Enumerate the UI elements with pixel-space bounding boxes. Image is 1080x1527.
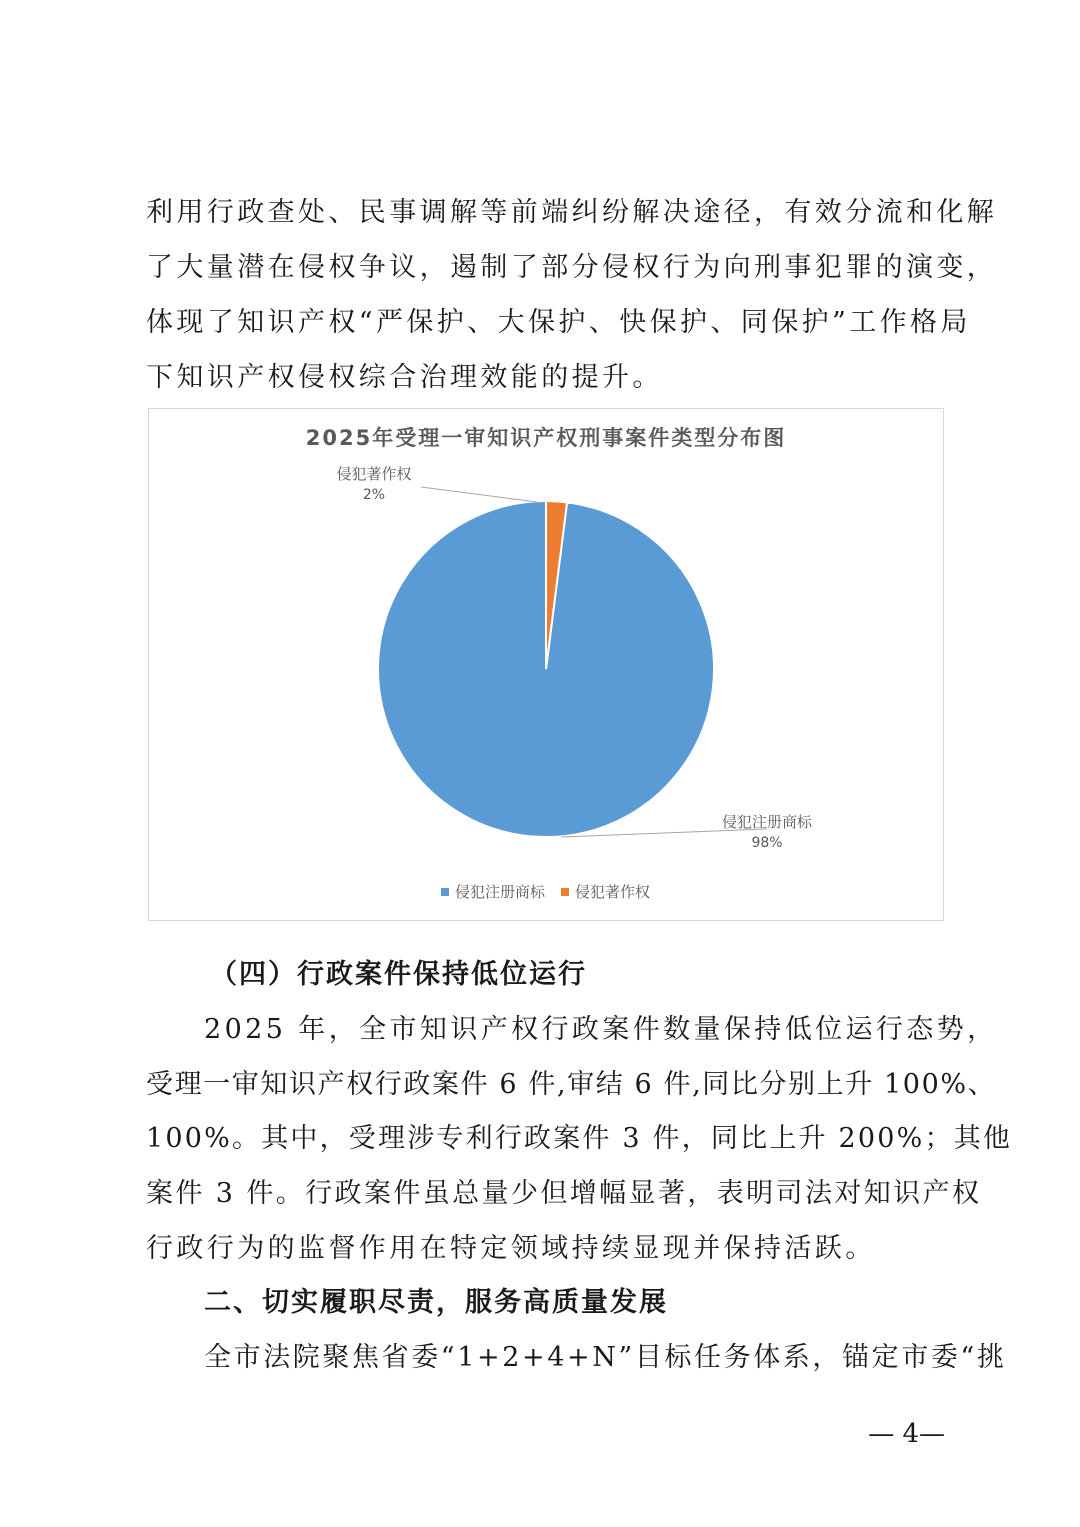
pie-chart-container <box>148 408 944 921</box>
legend-swatch <box>441 888 449 896</box>
part-heading: 二、切实履职尽责，服务高质量发展 <box>204 1287 668 1318</box>
chart-title: 2025年受理一审知识产权刑事案件类型分布图 <box>305 426 787 450</box>
slice-name-label: 侵犯注册商标 <box>721 813 813 831</box>
paragraph-line: 案件 3 件。行政案件虽总量少但增幅显著，表明司法对知识产权 <box>146 1178 982 1209</box>
slice-percent-label: 98% <box>751 835 783 851</box>
pie-chart <box>149 409 943 920</box>
paragraph-line: 受理一审知识产权行政案件 6 件,审结 6 件,同比分别上升 100%、 <box>146 1069 997 1100</box>
legend-label: 侵犯注册商标 <box>455 883 546 901</box>
slice-percent-label: 2% <box>362 487 386 503</box>
paragraph-line: 体现了知识产权“严保护、大保护、快保护、同保护”工作格局 <box>146 307 971 338</box>
section-heading: （四）行政案件保持低位运行 <box>210 959 587 990</box>
slice-name-label: 侵犯著作权 <box>336 465 412 483</box>
paragraph-line: 了大量潜在侵权争议，遏制了部分侵权行为向刑事犯罪的演变， <box>146 252 998 283</box>
paragraph-line: 利用行政查处、民事调解等前端纠纷解决途径，有效分流和化解 <box>146 197 998 228</box>
paragraph-line: 下知识产权侵权综合治理效能的提升。 <box>146 362 663 393</box>
paragraph-line: 全市法院聚焦省委“1+2+4+N”目标任务体系，锚定市委“挑 <box>204 1342 1007 1373</box>
legend-label: 侵犯著作权 <box>575 883 651 901</box>
paragraph-line: 行政行为的监督作用在特定领域持续显现并保持活跃。 <box>146 1233 876 1264</box>
page-number: — 4— <box>868 1419 945 1449</box>
paragraph-line: 2025 年，全市知识产权行政案件数量保持低位运行态势， <box>204 1014 998 1045</box>
paragraph-line: 100%。其中，受理涉专利行政案件 3 件，同比上升 200%；其他 <box>146 1123 1013 1154</box>
legend-swatch <box>561 888 569 896</box>
leader-line <box>421 487 537 502</box>
